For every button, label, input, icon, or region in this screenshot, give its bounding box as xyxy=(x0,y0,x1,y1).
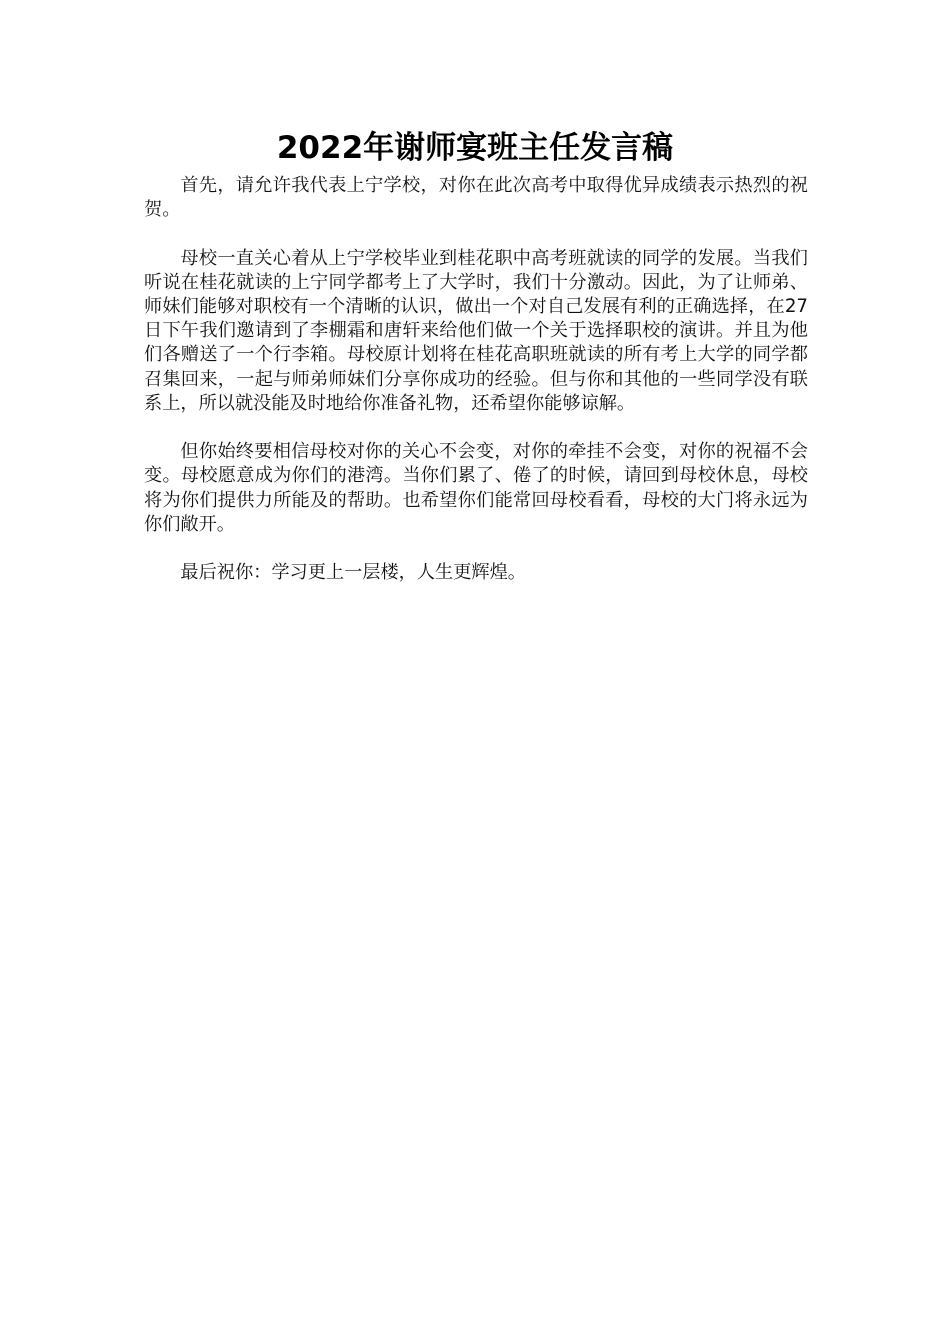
paragraph-congratulations: 首先，请允许我代表上宁学校，对你在此次高考中取得优异成绩表示热烈的祝贺。 xyxy=(144,175,808,221)
paragraph-alma-mater: 但你始终要相信母校对你的关心不会变，对你的牵挂不会变，对你的祝福不会变。母校愿意成为你们的港湾。当你们累了、倦了的时候，请回到母校休息，母校将为你们提供力所能及的帮助。也希望你们能常回母校看看，母校的大门将永远为你们敞开。 xyxy=(144,441,808,535)
paragraph-school-care: 母校一直关心着从上宁学校毕业到桂花职中高考班就读的同学的发展。当我们听说在桂花就读的上宁同学都考上了大学时，我们十分激动。因此，为了让师弟、师妹们能够对职校有一个清晰的认识，做出一个对自己发展有利的正确选择，在27日下午我们邀请到了李棚霜和唐轩来给他们做一个关于选择职校的演讲。并且为他们各赠送了一个行李箱。母校原计划将在桂花高职班就读的所有考上大学的同学都召集回来，一起与师弟师妹们分享你成功的经验。但与你和其他的一些同学没有联系上，所以就没能及时地给你准备礼物，还希望你能够谅解。 xyxy=(144,247,808,414)
paragraph-closing-wish: 最后祝你：学习更上一层楼，人生更辉煌。 xyxy=(180,562,526,584)
document-body xyxy=(144,174,808,610)
document-title: 2022年谢师宴班主任发言稿 xyxy=(276,130,674,166)
